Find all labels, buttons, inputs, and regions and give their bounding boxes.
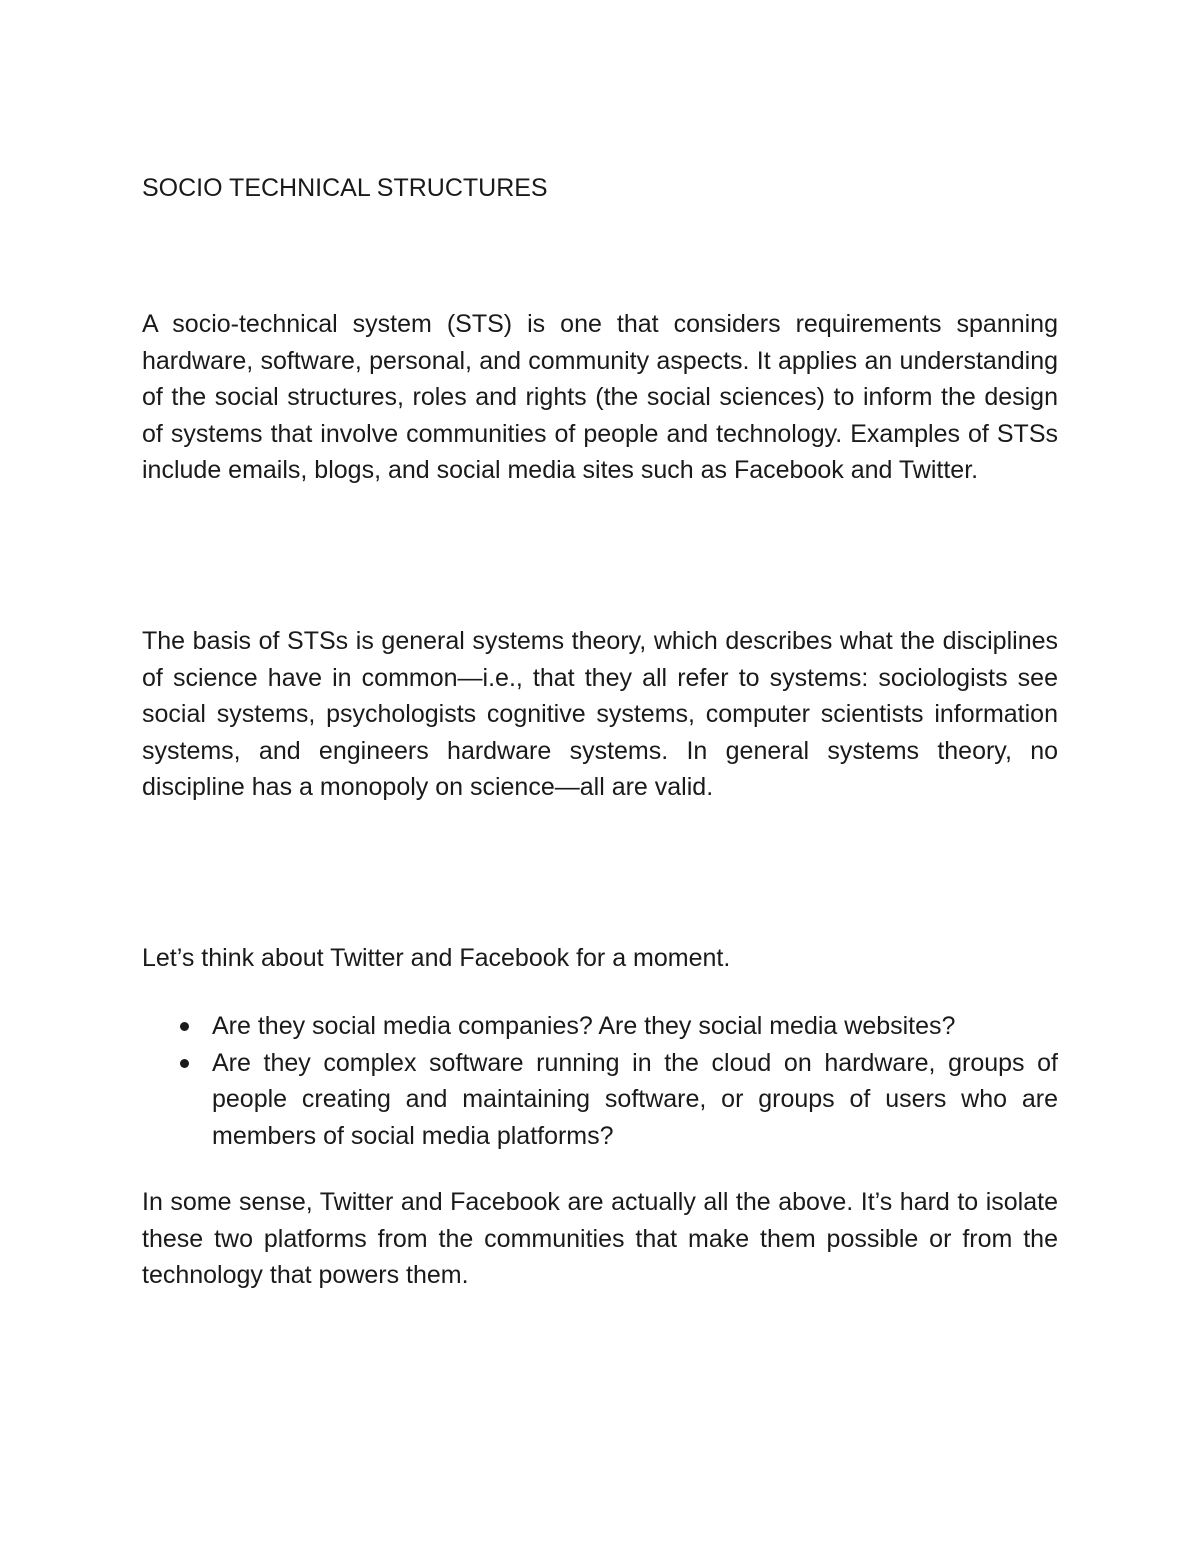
list-item <box>142 1045 1058 1155</box>
list-item <box>142 1008 1058 1045</box>
document-title: SOCIO TECHNICAL STRUCTURES <box>142 174 548 202</box>
paragraph-general-systems-theory: The basis of STSs is general systems theory, which describes what the disciplines of science have in common—i.e., that they all refer to systems: sociologists see social systems, psychologists cognitive systems, computer scientists information systems, and engineers hardware systems. In general systems theory, no discipline has a monopoly on science—all are valid. <box>142 627 1058 801</box>
list-item-text: Are they social media companies? Are they social media websites? <box>212 1012 956 1040</box>
bullet-icon <box>180 1022 189 1031</box>
paragraph-sts-definition: A socio-technical system (STS) is one that considers requirements spanning hardware, software, personal, and community aspects. It applies an understanding of the social structures, roles and rights (the social sciences) to inform the design of systems that involve communities of people and technology. Examples of STSs include emails, blogs, and social media sites such as Facebook and Twitter. <box>142 310 1058 484</box>
list-item-text: Are they complex software running in the cloud on hardware, groups of people creating and maintaining software, or groups of users who are members of social media platforms? <box>212 1048 1058 1150</box>
bullet-list <box>142 1008 1058 1154</box>
paragraph-twitter-facebook-intro: Let’s think about Twitter and Facebook for a moment. <box>142 944 731 972</box>
bullet-icon <box>180 1059 189 1068</box>
paragraph-conclusion: In some sense, Twitter and Facebook are actually all the above. It’s hard to isolate these two platforms from the communities that make them possible or from the technology that powers them. <box>142 1188 1058 1289</box>
